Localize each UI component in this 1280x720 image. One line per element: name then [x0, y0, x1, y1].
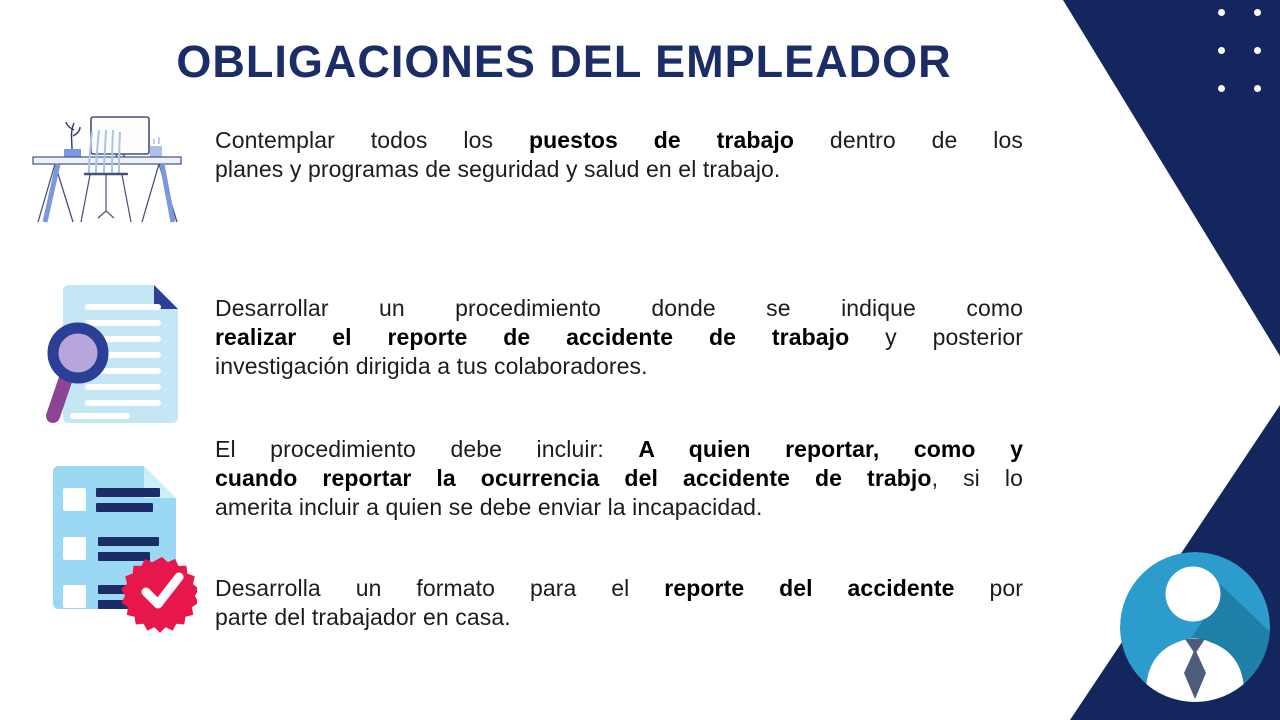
white-dot [1218, 47, 1225, 54]
text-line: parte del trabajador en casa. [215, 604, 511, 630]
text-line: planes y programas de seguridad y salud en el trabajo. [215, 156, 781, 182]
checklist-document-icon [45, 458, 197, 636]
text-line: amerita incluir a quien se debe enviar la incapacidad. [215, 494, 763, 520]
checklist-document-svg [45, 458, 197, 636]
text-line: Desarrollar un procedimiento donde se indique como [215, 295, 1023, 321]
document-magnifier-svg [45, 283, 185, 431]
white-dot [1218, 85, 1225, 92]
page-title: OBLIGACIONES DEL EMPLEADOR [176, 36, 952, 87]
document-magnifier-icon [45, 283, 185, 431]
text-line: realizar el reporte de accidente de trabajo y posterior [215, 324, 1023, 350]
white-dot [1254, 47, 1261, 54]
desk-illustration-svg [30, 110, 185, 225]
person-avatar-svg [1120, 552, 1270, 702]
text-line: Desarrolla un formato para el reporte del accidente por [215, 575, 1023, 601]
person-avatar-icon [1120, 552, 1270, 702]
text-line: El procedimiento debe incluir: A quien reportar, como y [215, 436, 1023, 462]
white-dot [1218, 9, 1225, 16]
text-line: Contemplar todos los puestos de trabajo dentro de los [215, 127, 1023, 153]
paragraph-formato-reporte [215, 574, 1023, 632]
paragraph-contenido-procedimiento [215, 435, 1023, 522]
text-line: investigación dirigida a tus colaboradores. [215, 353, 648, 379]
text-line: cuando reportar la ocurrencia del accidente de trabjo, si lo [215, 465, 1023, 491]
white-dot [1254, 85, 1261, 92]
desk-workstation-illustration [30, 110, 185, 225]
paragraph-puestos-trabajo [215, 126, 1023, 184]
white-dot [1254, 9, 1261, 16]
paragraph-procedimiento-reporte [215, 294, 1023, 381]
